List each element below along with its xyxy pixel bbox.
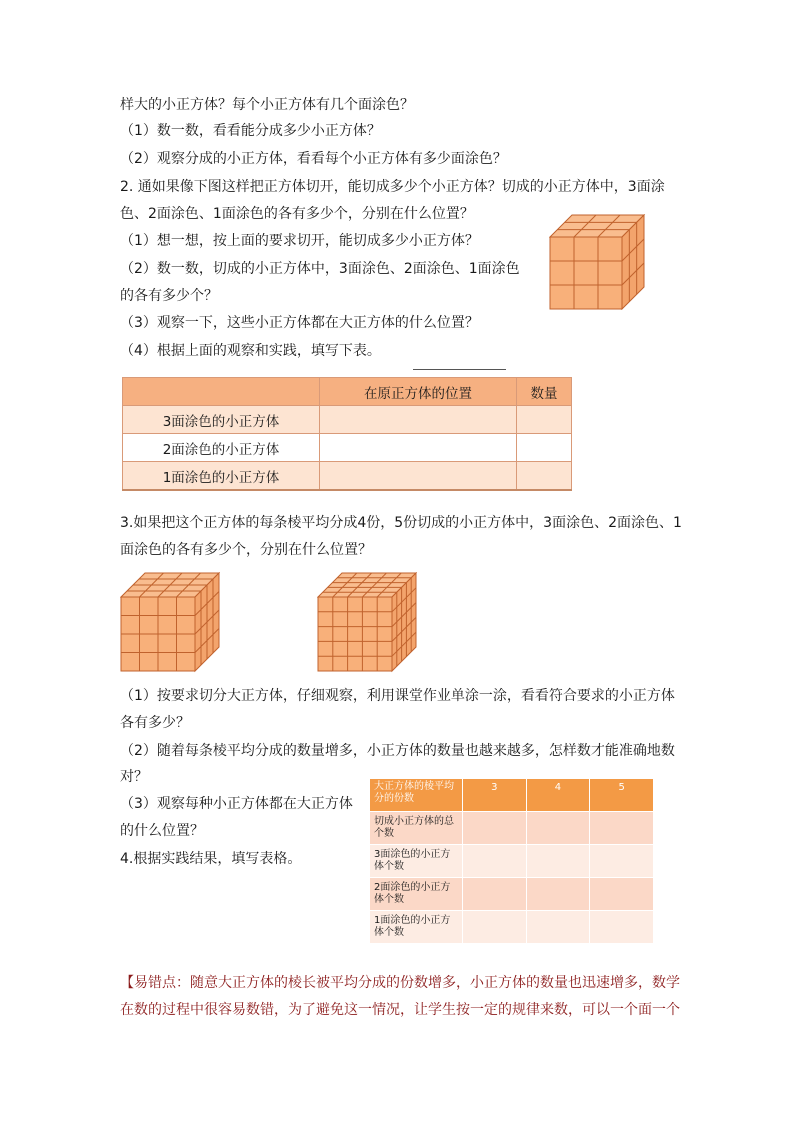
- table-header-value: 3: [463, 779, 527, 812]
- practice-results-table: [370, 779, 654, 944]
- position-cell[interactable]: [320, 462, 517, 491]
- text-line: （4）根据上面的观察和实践，填写下表。: [120, 343, 381, 359]
- text-line: 样大的小正方体？每个小正方体有几个面涂色？: [120, 97, 414, 113]
- text-line: 3.如果把这个正方体的每条棱平均分成4份，5份切成的小正方体中，3面涂色、2面涂色、1: [120, 515, 682, 531]
- value-cell[interactable]: [526, 878, 590, 911]
- text-line: （3）观察一下，这些小正方体都在大正方体的什么位置？: [120, 315, 479, 331]
- value-cell[interactable]: [590, 812, 654, 845]
- note-line: 在数的过程中很容易数错，为了避免这一情况，让学生按一定的规律来数，可以一个面一个: [120, 1002, 680, 1018]
- divider: [413, 369, 506, 370]
- table-header-label: 大正方体的棱平均分的份数: [370, 779, 463, 812]
- count-cell[interactable]: [517, 462, 572, 491]
- value-cell[interactable]: [526, 845, 590, 878]
- value-cell[interactable]: [526, 911, 590, 944]
- text-line: 面涂色的各有多少个，分别在什么位置？: [120, 542, 372, 558]
- table-row: [370, 911, 654, 944]
- value-cell[interactable]: [590, 911, 654, 944]
- row-label: 3面涂色的小正方体: [123, 406, 320, 434]
- text-line: 色、2面涂色、1面涂色的各有多少个，分别在什么位置？: [120, 206, 474, 222]
- table-header-blank: [123, 378, 320, 406]
- text-line: 4.根据实践结果，填写表格。: [120, 851, 302, 867]
- table-header-count: 数量: [517, 378, 572, 406]
- row-label: 2面涂色的小正方体: [123, 434, 320, 462]
- value-cell[interactable]: [526, 812, 590, 845]
- cube-front-face: [318, 597, 392, 671]
- note-line: 【易错点：随意大正方体的棱长被平均分成的份数增多，小正方体的数量也迅速增多，数学: [120, 975, 680, 991]
- value-cell[interactable]: [463, 845, 527, 878]
- table-row: [370, 812, 654, 845]
- table-header-value: 4: [526, 779, 590, 812]
- row-label: 2面涂色的小正方体个数: [370, 878, 463, 911]
- value-cell[interactable]: [463, 911, 527, 944]
- value-cell[interactable]: [590, 878, 654, 911]
- table-row: [370, 878, 654, 911]
- text-line: （3）观察每种小正方体都在大正方体: [120, 796, 353, 812]
- text-line: 2. 通如果像下图这样把正方体切开，能切成多少个小正方体？切成的小正方体中，3面涂: [120, 179, 665, 195]
- count-cell[interactable]: [517, 434, 572, 462]
- text-line: 的什么位置？: [120, 823, 204, 839]
- table-row: [370, 845, 654, 878]
- row-label: 切成小正方体的总个数: [370, 812, 463, 845]
- row-label: 1面涂色的小正方体: [123, 462, 320, 491]
- text-line: 对？: [120, 769, 148, 785]
- count-cell[interactable]: [517, 406, 572, 434]
- text-line: 的各有多少个？: [120, 288, 218, 304]
- value-cell[interactable]: [463, 812, 527, 845]
- cube-3x3-figure: [549, 214, 649, 310]
- text-line: （2）观察分成的小正方体，看看每个小正方体有多少面涂色？: [120, 151, 507, 167]
- table-header-value: 5: [590, 779, 654, 812]
- table-row: [123, 462, 572, 491]
- position-count-table: [122, 377, 572, 491]
- value-cell[interactable]: [463, 878, 527, 911]
- table-header-position: 在原正方体的位置: [320, 378, 517, 406]
- position-cell[interactable]: [320, 406, 517, 434]
- table-row: [123, 406, 572, 434]
- cube-5x5-figure: [317, 572, 417, 674]
- text-line: （1）数一数，看看能分成多少小正方体？: [120, 123, 381, 139]
- text-line: 各有多少？: [120, 715, 190, 731]
- text-line: （2）数一数，切成的小正方体中，3面涂色、2面涂色、1面涂色: [120, 261, 520, 277]
- text-line: （1）按要求切分大正方体，仔细观察，利用课堂作业单涂一涂，看看符合要求的小正方体: [120, 688, 675, 704]
- cube-4x4-figure: [120, 572, 220, 674]
- row-label: 3面涂色的小正方体个数: [370, 845, 463, 878]
- row-label: 1面涂色的小正方体个数: [370, 911, 463, 944]
- cube-front-face: [550, 237, 622, 309]
- value-cell[interactable]: [590, 845, 654, 878]
- text-line: （2）随着每条棱平均分成的数量增多，小正方体的数量也越来越多，怎样数才能准确地数: [120, 743, 675, 759]
- position-cell[interactable]: [320, 434, 517, 462]
- text-line: （1）想一想，按上面的要求切开，能切成多少小正方体？: [120, 233, 479, 249]
- table-row: [123, 434, 572, 462]
